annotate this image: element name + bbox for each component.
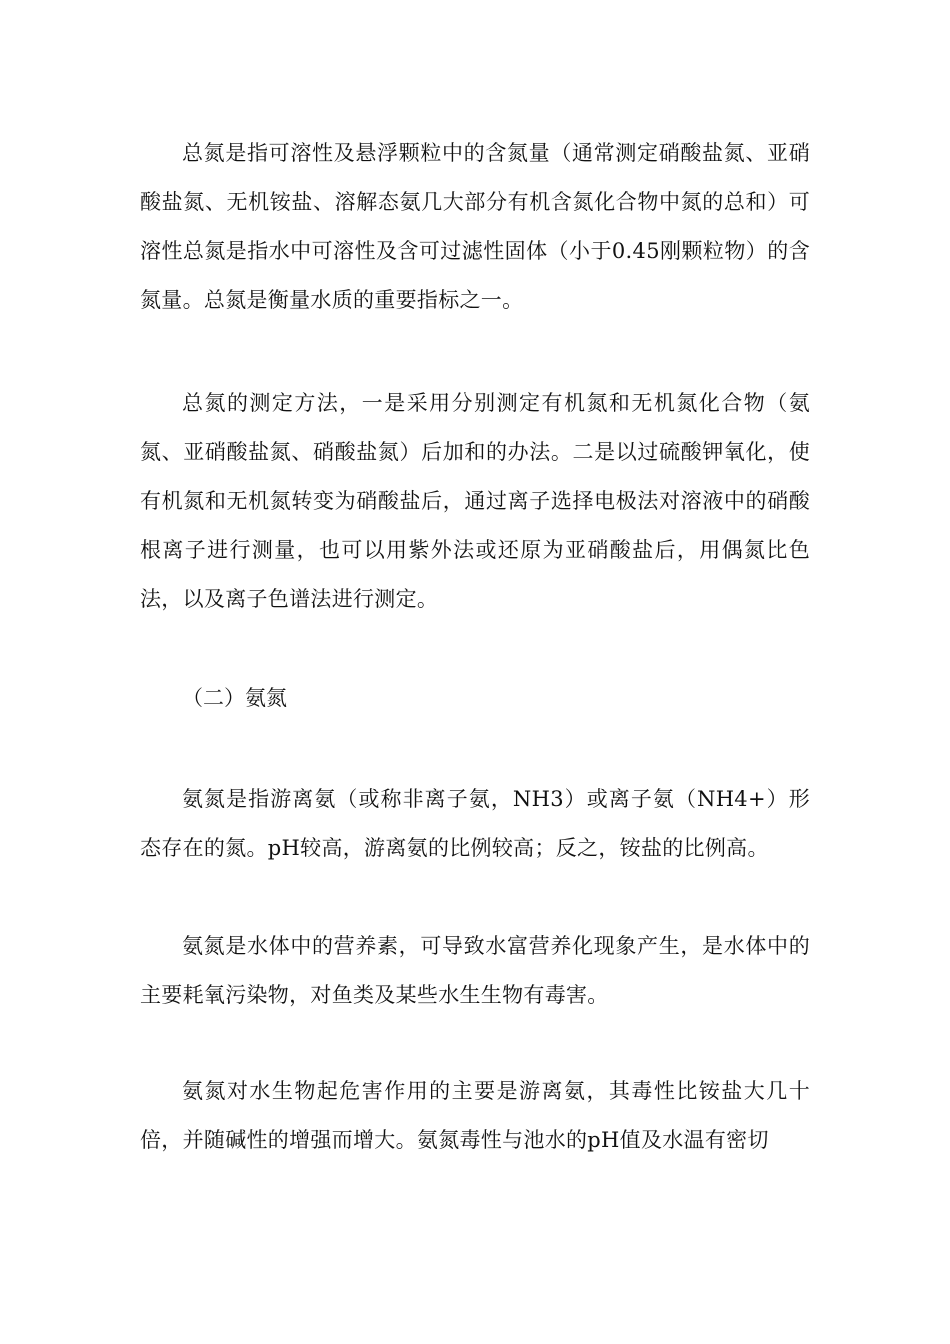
paragraph-ammonia-toxicity: 氨氮对水生物起危害作用的主要是游离氨，其毒性比铵盐大几十倍，并随碱性的增强而增大。氨氮毒性与池水的pH值及水温有密切 <box>140 1079 810 1152</box>
paragraph-total-nitrogen-definition: 总氮是指可溶性及悬浮颗粒中的含氮量（通常测定硝酸盐氮、亚硝酸盐氮、无机铵盐、溶解态氨几大部分有机含氮化合物中氮的总和）可溶性总氮是指水中可溶性及含可过滤性固体（小于0.45刚颗粒物）的含氮量。总氮是衡量水质的重要指标之一。 <box>140 141 810 312</box>
paragraph-ammonia-definition: 氨氮是指游离氨（或称非离子氨，NH3）或离子氨（NH4+）形态存在的氮。pH较高，游离氨的比例较高；反之，铵盐的比例高。 <box>140 787 810 860</box>
section-heading-ammonia-nitrogen: （二）氨氮 <box>182 686 287 710</box>
paragraph-total-nitrogen-methods: 总氮的测定方法，一是采用分别测定有机氮和无机氮化合物（氨氮、亚硝酸盐氮、硝酸盐氮）后加和的办法。二是以过硫酸钾氧化，使有机氮和无机氮转变为硝酸盐后，通过离子选择电极法对溶液中的硝酸根离子进行测量，也可以用紫外法或还原为亚硝酸盐后，用偶氮比色法，以及离子色谱法进行测定。 <box>140 391 810 611</box>
paragraph-ammonia-nutrient: 氨氮是水体中的营养素，可导致水富营养化现象产生，是水体中的主要耗氧污染物，对鱼类及某些水生生物有毒害。 <box>140 934 810 1007</box>
